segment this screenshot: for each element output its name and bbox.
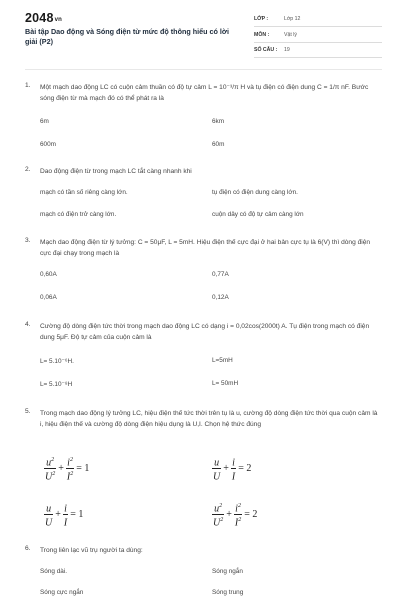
answer-option[interactable]: 6km <box>212 118 225 125</box>
formula-option[interactable]: $\frac{u}{U}$ + $\frac{i}{I}$ = 1 <box>44 501 85 529</box>
question-text: Trong mạch dao động lý tưởng LC, hiệu điện thế tức thời trên tụ là u, cường độ dòng điện tức thời qua cuộn cảm là i, hiệu điện thế và cường độ dòng điện hiệu dụng là U,I. Chọn hệ thức đúng <box>40 410 378 428</box>
header-divider <box>25 69 382 70</box>
question-text: Mạch dao động điện từ lý tưởng: C = 50μF, L = 5mH. Hiệu điện thế cực đại ở hai bản cực tụ là 6(V) thì dòng điện cực đại chạy trong mạch là <box>40 239 371 257</box>
answer-option[interactable]: L= 5.10⁻⁶H. <box>40 358 74 365</box>
question-number: 3. <box>25 237 31 244</box>
meta-question-count-label: SỐ CÂU : <box>254 47 278 53</box>
meta-subject-label: MÔN : <box>254 32 270 38</box>
worksheet-title: Bài tập Dao động và Sóng điện từ mức độ thông hiểu có lời giải (P2) <box>25 27 229 46</box>
answer-option[interactable]: Sóng cực ngắn <box>40 589 84 596</box>
answer-option[interactable]: cuộn dây có độ tự cảm càng lớn <box>212 211 304 218</box>
answer-option[interactable]: 6m <box>40 118 49 125</box>
meta-question-count <box>254 45 382 58</box>
meta-subject <box>254 30 382 43</box>
question-number: 6. <box>25 545 31 552</box>
question-number: 1. <box>25 82 31 89</box>
meta-question-count-value: 19 <box>284 47 290 53</box>
question-number: 4. <box>25 321 31 328</box>
answer-option[interactable]: Sóng dài. <box>40 568 68 575</box>
question-text: Cường độ dòng điện tức thời trong mạch dao động LC có dạng i = 0,02cos(2000t) A. Tụ điện trong mạch có điện dung 5μF. Độ tự cảm của cuộn cảm là <box>40 323 370 341</box>
answer-option[interactable]: Sóng ngắn <box>212 568 243 575</box>
answer-option[interactable]: mạch có điện trở càng lớn. <box>40 211 117 218</box>
answer-option[interactable]: 0,77A <box>212 271 229 278</box>
answer-option[interactable]: Sóng trung <box>212 589 244 596</box>
worksheet-header <box>0 0 400 62</box>
answer-option[interactable]: 60m <box>212 141 225 148</box>
answer-option[interactable]: 0,60A <box>40 271 57 278</box>
answer-option[interactable]: 600m <box>40 141 56 148</box>
formula-option[interactable]: $\frac{u}{U}$ + $\frac{i}{I}$ = 2 <box>212 455 253 483</box>
answer-option[interactable]: 0,06A <box>40 294 57 301</box>
question-text: Trong liên lạc vũ trụ người ta dùng: <box>40 547 143 554</box>
site-logo[interactable]: $2048_{vn}$ <box>25 11 63 25</box>
formula-option[interactable]: $\frac{u^2}{U^2}$ + $\frac{i^2}{I^2}$ = 1 <box>45 457 90 483</box>
answer-option[interactable]: L=5mH <box>212 357 233 364</box>
question-number: 2. <box>25 166 31 173</box>
answer-option[interactable]: L= 5.10⁻⁸H <box>40 381 73 388</box>
answer-option[interactable]: 0,12A <box>212 294 229 301</box>
meta-class-value: Lớp 12 <box>284 16 301 22</box>
meta-subject-value: Vật lý <box>284 32 297 38</box>
question-number: 5. <box>25 408 31 415</box>
question-text: Dao động điện từ trong mạch LC tắt càng nhanh khi <box>40 168 192 175</box>
question-text: Một mạch dao động LC có cuộn cảm thuần có độ tự cảm L = 10⁻³/π H và tụ điện có điện dung C = 1/π nF. Bước sóng điện từ mà mạch đó có thể phát ra là <box>40 84 369 102</box>
answer-option[interactable]: mạch có tần số riêng càng lớn. <box>40 189 128 196</box>
meta-class-label: LỚP : <box>254 16 269 22</box>
answer-option[interactable]: tụ điện có điện dung càng lớn. <box>212 189 298 196</box>
formula-option[interactable]: $\frac{u^2}{U^2}$ + $\frac{i^2}{I^2}$ = 2 <box>213 503 258 529</box>
answer-option[interactable]: L= 50mH <box>212 380 239 387</box>
meta-class <box>254 14 382 27</box>
